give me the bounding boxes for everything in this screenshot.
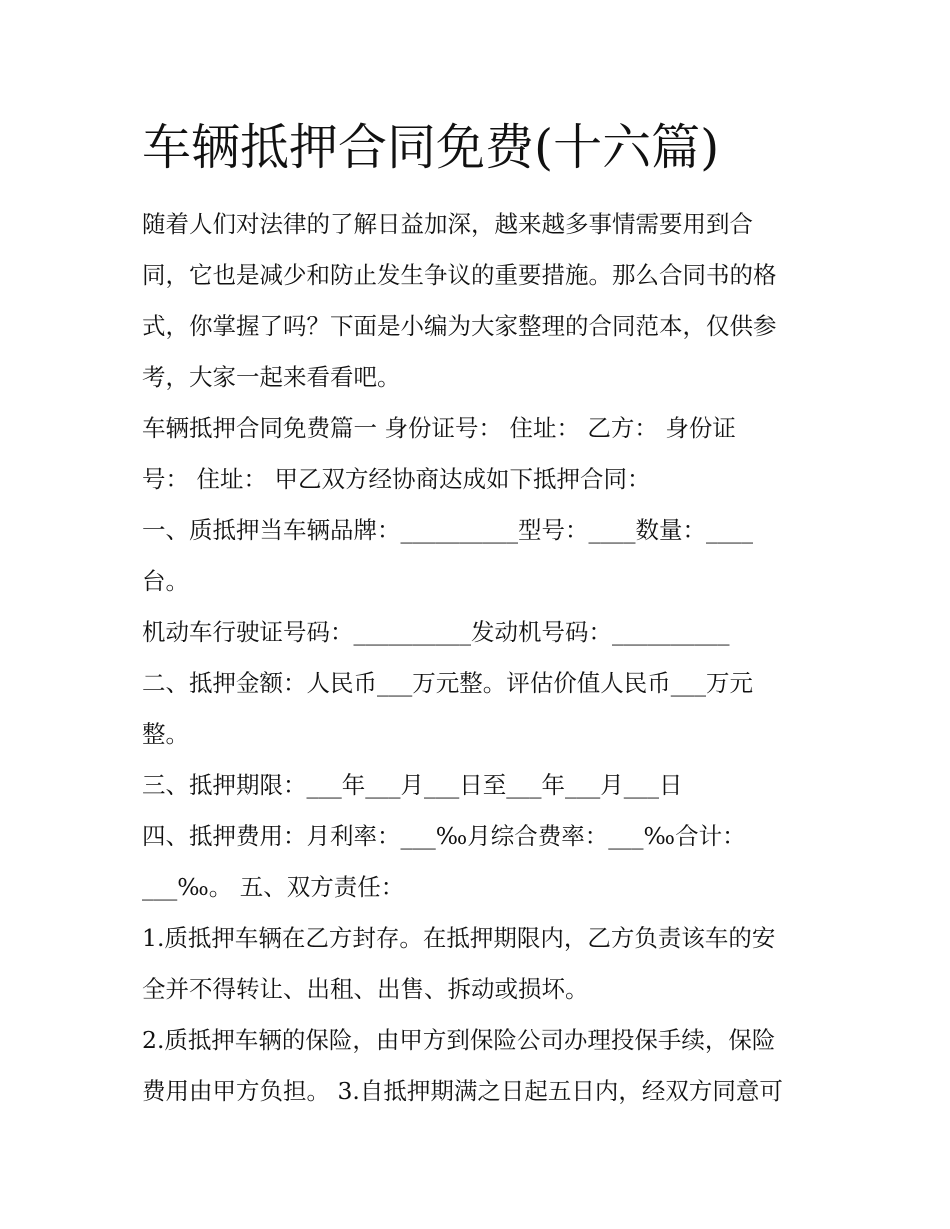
text-line: 台。: [142, 567, 189, 595]
text-line: 车辆抵押合同免费篇一 身份证号： 住址： 乙方： 身份证: [142, 414, 736, 442]
text-line: 随着人们对法律的了解日益加深，越来越多事情需要用到合: [142, 210, 753, 238]
text-line: 2.质抵押车辆的保险，由甲方到保险公司办理投保手续，保险: [142, 1026, 776, 1054]
text-line: 号： 住址： 甲乙双方经协商达成如下抵押合同：: [142, 465, 651, 493]
document-page: [142, 115, 822, 1117]
document-body: [142, 199, 822, 1117]
text-line: 机动车行驶证号码：__________发动机号码：__________: [142, 618, 730, 646]
text-line: 1.质抵押车辆在乙方封存。在抵押期限内，乙方负责该车的安: [142, 924, 776, 952]
text-line: 二、抵押金额：人民币___万元整。评估价值人民币___万元: [142, 669, 753, 697]
text-line: 费用由甲方负担。 3.自抵押期满之日起五日内，经双方同意可: [142, 1077, 783, 1105]
text-line: 式，你掌握了吗？下面是小编为大家整理的合同范本，仅供参: [142, 312, 777, 340]
text-line: 整。: [142, 720, 189, 748]
text-line: 三、抵押期限：___年___月___日至___年___月___日: [142, 771, 683, 799]
text-line: 考，大家一起来看看吧。: [142, 363, 401, 391]
text-line: ___‰。 五、双方责任：: [142, 873, 405, 901]
text-line: 同，它也是减少和防止发生争议的重要措施。那么合同书的格: [142, 261, 777, 289]
text-line: 四、抵押费用：月利率：___‰月综合费率：___‰合计：: [142, 822, 746, 850]
text-line: 全并不得转让、出租、出售、拆动或损坏。: [142, 975, 589, 1003]
text-line: 一、质抵押当车辆品牌：__________型号：____数量：____: [142, 516, 753, 544]
document-title: 车辆抵押合同免费(十六篇): [142, 119, 720, 176]
